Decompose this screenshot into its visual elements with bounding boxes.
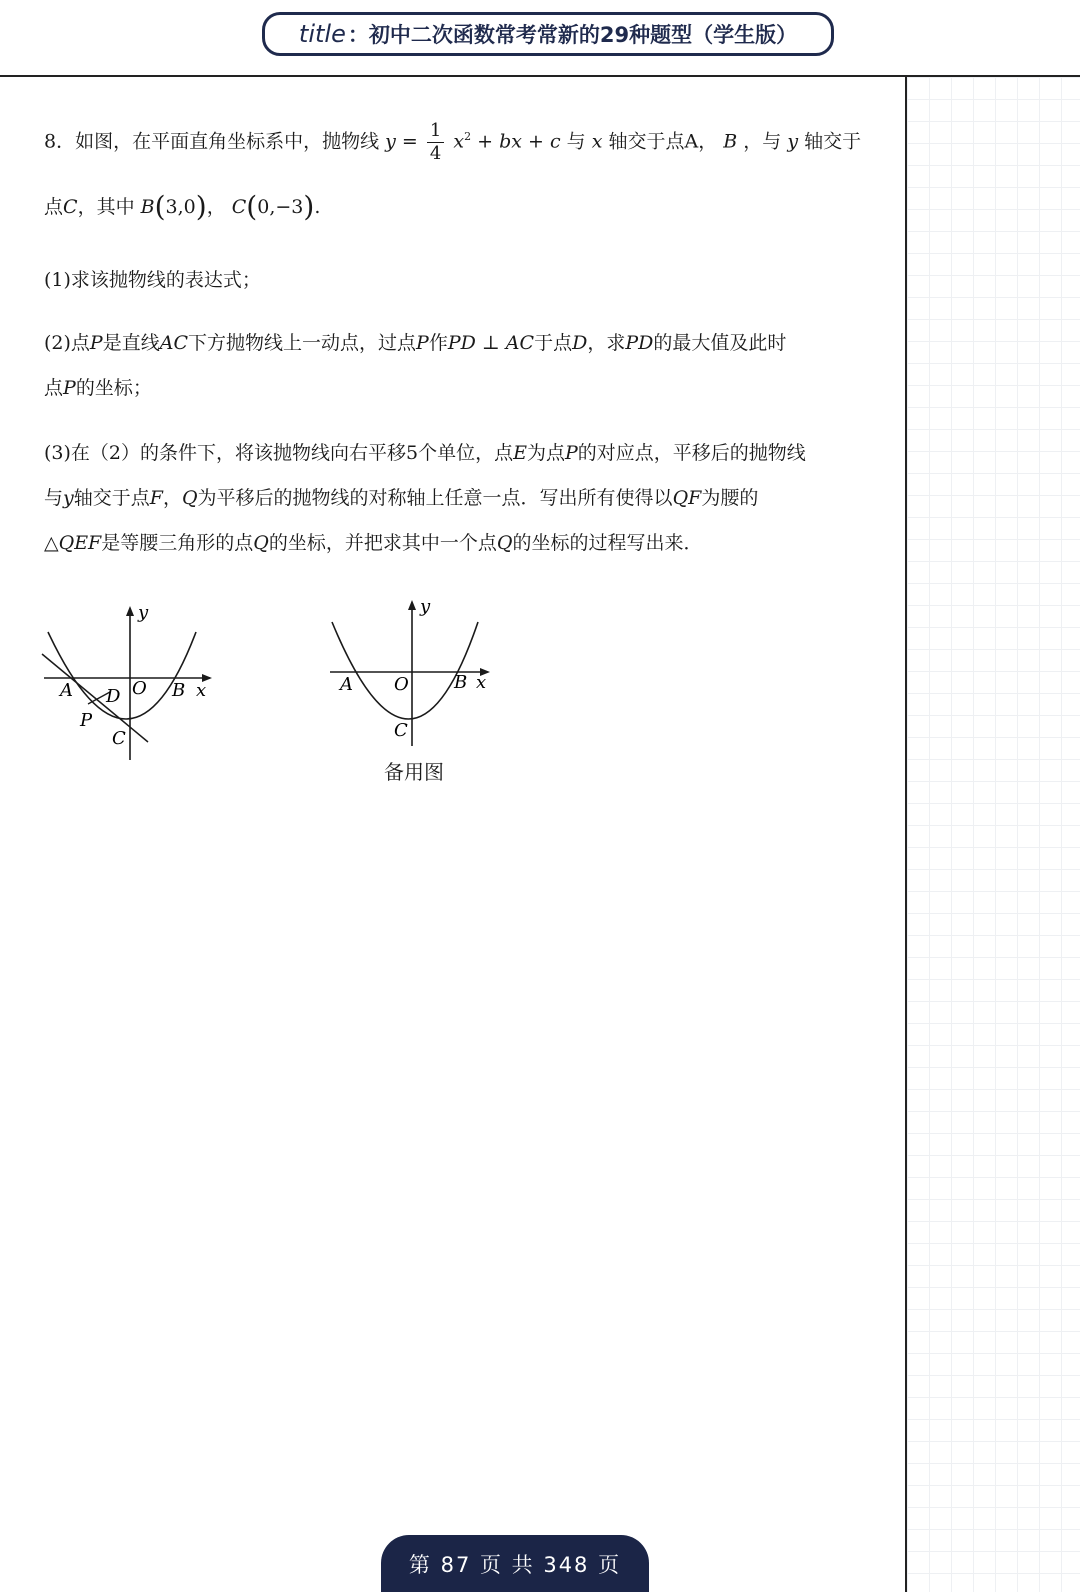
document-title-banner [262, 12, 834, 56]
math-var: Q [181, 487, 198, 509]
problem-line-1 [44, 120, 861, 165]
problem-line-2: 点C，其中 B(3,0)， C(0,−3). [44, 190, 321, 223]
figure-label-x: x [196, 680, 207, 701]
notes-grid-margin [907, 77, 1080, 1592]
text-run: (3)在（2）的条件下，将该抛物线向右平移5个单位，点 [44, 442, 514, 464]
text-run: ，其中 [77, 196, 135, 218]
page-indicator: 第 87 页 共 348 页 [381, 1535, 649, 1592]
y-axis-arrow [408, 600, 416, 610]
math-var: B [140, 196, 155, 218]
text-run: 轴交于 [804, 130, 862, 153]
fraction-denominator: 4 [429, 143, 442, 164]
parabola-curve [332, 622, 478, 719]
figure-label-B: B [454, 672, 468, 693]
coordinate: 0,−3 [257, 196, 304, 218]
math-op: = [395, 130, 424, 153]
text-run: 为腰的 [701, 487, 759, 509]
math-var: QF [672, 487, 702, 509]
text-run: 为平移后的抛物线的对称轴上任意一点．写出所有使得以 [197, 487, 673, 509]
math-var: y [787, 130, 799, 153]
text-run: (2)点 [44, 332, 90, 354]
title-prefix: title [298, 20, 346, 48]
text-run: 的对应点，平移后的抛物线 [577, 442, 806, 464]
math-var: x [453, 130, 465, 153]
math-expr: + bx + c [471, 130, 561, 153]
figure-label-x: x [476, 672, 487, 693]
text-run: 8．如图，在平面直角坐标系中，抛物线 [44, 130, 380, 153]
text-run: ，求 [587, 332, 626, 354]
text-run: 的坐标的过程写出来． [512, 532, 703, 554]
math-expr: △QEF [44, 532, 102, 554]
figure-spare [330, 596, 490, 746]
text-run: 轴交于点A， [608, 130, 718, 153]
text-run: 的坐标，并把求其中一个点 [268, 532, 497, 554]
text-run: 与 [566, 130, 586, 153]
question-2-line-1 [44, 328, 786, 355]
math-var: x [591, 130, 603, 153]
math-var: y [63, 487, 74, 509]
math-expr: PD ⊥ AC [447, 332, 535, 354]
question-2-line-2 [44, 373, 152, 400]
question-1 [44, 265, 261, 292]
math-var: P [63, 377, 76, 399]
text-run: ， [162, 487, 182, 509]
parabola-curve [48, 632, 196, 719]
math-var: Q [496, 532, 513, 554]
math-exponent: 2 [464, 130, 472, 144]
math-var: Q [253, 532, 269, 554]
text-run: 与 [44, 487, 64, 509]
question-3-line-2 [44, 483, 758, 510]
math-var: C [231, 196, 247, 218]
math-var: PD [625, 332, 654, 354]
coordinate: 3,0 [165, 196, 196, 218]
text-run: 是直线 [102, 332, 160, 354]
math-var: E [513, 442, 527, 464]
math-var: C [63, 196, 78, 218]
figure-label-D: D [106, 686, 121, 707]
math-var: P [564, 442, 578, 464]
text-run: 的坐标； [75, 377, 152, 399]
y-axis-arrow [126, 606, 134, 616]
math-var: F [149, 487, 163, 509]
math-var: D [572, 332, 588, 354]
text-run: 点 [44, 377, 64, 399]
text-run: 点 [44, 196, 64, 218]
text-run: 轴交于点 [73, 487, 150, 509]
math-var: P [89, 332, 103, 354]
math-var: P [416, 332, 429, 354]
figure-label-P: P [80, 710, 93, 731]
question-3-line-3 [44, 528, 702, 555]
figure-main [42, 602, 212, 760]
question-3-line-1 [44, 438, 806, 465]
text-run: 作 [428, 332, 448, 354]
text-run: 下方抛物线上一动点，过点 [188, 332, 417, 354]
figure-label-C: C [112, 728, 126, 749]
math-var: B [723, 130, 738, 153]
figure-label-y: y [420, 596, 431, 617]
figure-label-O: O [394, 674, 409, 695]
text-run: ，与 [743, 130, 782, 153]
text-run: 为点 [526, 442, 565, 464]
parabola-figures [40, 596, 520, 796]
fraction-numerator: 1 [427, 120, 444, 143]
figure-label-C: C [394, 720, 408, 741]
math-var: AC [159, 332, 188, 354]
text-run: (1)求该抛物线的表达式； [44, 269, 261, 291]
figure-label-A: A [340, 674, 353, 695]
figure-label-O: O [132, 678, 147, 699]
figure-label-A: A [60, 680, 73, 701]
text-run: 是等腰三角形的点 [101, 532, 254, 554]
fraction [427, 120, 444, 165]
text-run: 的最大值及此时 [653, 332, 787, 354]
text-run: . [314, 196, 321, 218]
figure-label-y: y [138, 602, 149, 623]
figure-label-B: B [172, 680, 186, 701]
figure-caption: 备用图 [384, 760, 444, 784]
text-run: ， [206, 196, 226, 218]
title-text: ：初中二次函数常考常新的29种题型（学生版） [347, 23, 798, 47]
math-var: y [385, 130, 396, 153]
text-run: 于点 [534, 332, 573, 354]
